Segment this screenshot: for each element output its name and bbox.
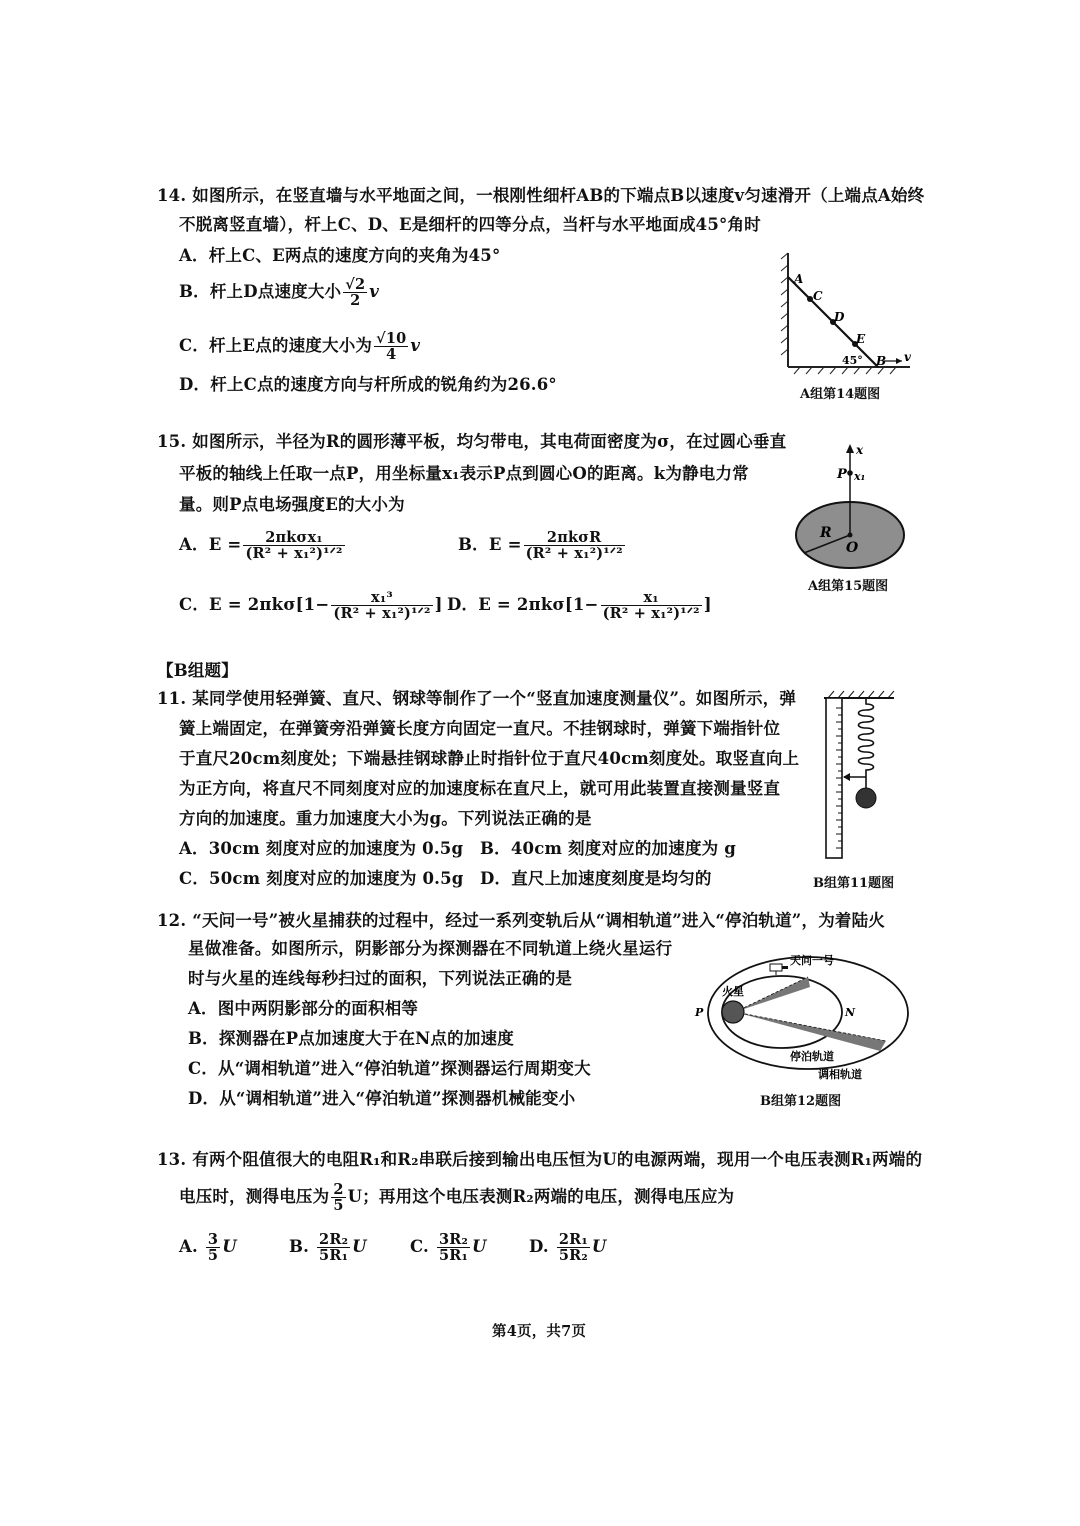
q15-option-c-den: (R² + x₁²)¹ᐟ² bbox=[333, 605, 431, 622]
label-c: C bbox=[813, 289, 823, 303]
label-mars: 火星 bbox=[722, 985, 744, 998]
q13-option-c-den: 5R₁ bbox=[438, 1247, 469, 1264]
q15-option-b bbox=[458, 530, 627, 561]
q14-option-b-fraction bbox=[343, 277, 367, 308]
label-n: N bbox=[845, 1006, 856, 1019]
q12-option-d: D．从“调相轨道”进入“停泊轨道”探测器机械能变小 bbox=[188, 1089, 576, 1108]
label-p: P bbox=[695, 1006, 704, 1019]
q12-stem-line1: 12. “天问一号”被火星捕获的过程中，经过一系列变轨后从“调相轨道”进入“停泊轨道”，为着陆火 bbox=[157, 911, 885, 930]
q13-option-a-den: 5 bbox=[207, 1247, 219, 1264]
q11-option-a: A．30cm 刻度对应的加速度为 0.5g bbox=[179, 839, 464, 858]
q13-option-a-label: A. bbox=[179, 1237, 198, 1256]
q11-option-d: D．直尺上加速度刻度是均匀的 bbox=[480, 869, 712, 888]
q15-option-d-fraction bbox=[601, 590, 702, 621]
q14-option-d: D．杆上C点的速度方向与杆所成的锐角约为26.6° bbox=[179, 375, 557, 394]
q13-stem-fraction bbox=[331, 1182, 345, 1213]
q13-option-c-label: C. bbox=[410, 1237, 429, 1256]
q14-option-c bbox=[179, 331, 420, 362]
q13-option-d-num: 2R₁ bbox=[558, 1231, 588, 1248]
section-b-heading: 【B组题】 bbox=[157, 661, 238, 680]
q14-figure-rod bbox=[770, 245, 930, 375]
q13-option-a-var: U bbox=[222, 1237, 237, 1256]
q14-option-b-num: √2 bbox=[345, 276, 366, 293]
q11-figure-accelerometer bbox=[820, 688, 900, 863]
label-o: O bbox=[846, 540, 859, 556]
q12-option-a: A．图中两阴影部分的面积相等 bbox=[188, 999, 419, 1018]
steel-ball bbox=[856, 788, 876, 808]
label-a: A bbox=[794, 272, 804, 286]
q13-option-c bbox=[410, 1232, 487, 1263]
q15-option-d-text: D．E = 2πkσ[1− bbox=[447, 595, 599, 614]
q14-figure-caption: A组第14题图 bbox=[800, 387, 881, 402]
q15-option-c-fraction bbox=[331, 590, 432, 621]
q15-option-a-fraction bbox=[243, 530, 344, 561]
q13-option-a bbox=[179, 1232, 237, 1263]
q13-option-a-num: 3 bbox=[207, 1231, 219, 1248]
q12-figure-orbits bbox=[690, 950, 915, 1085]
ceiling-hatch bbox=[824, 691, 894, 698]
q13-option-b-den: 5R₁ bbox=[319, 1247, 349, 1264]
page-footer: 第4页，共7页 bbox=[492, 1323, 587, 1340]
label-b: B bbox=[876, 354, 887, 368]
q14-option-b-var: v bbox=[369, 282, 380, 301]
q13-stem-line2 bbox=[179, 1182, 734, 1213]
q15-stem-line1: 15. 如图所示，半径为R的圆形薄平板，均匀带电，其电荷面密度为σ，在过圆心垂直 bbox=[157, 432, 787, 451]
q14-stem-line1: 14. 如图所示，在竖直墙与水平地面之间，一根刚性细杆AB的下端点B以速度v匀速滑开（上端点A始终 bbox=[157, 186, 925, 205]
q15-option-b-num: 2πkσR bbox=[524, 530, 625, 546]
q15-option-b-fraction bbox=[524, 530, 625, 561]
label-d: D bbox=[834, 310, 845, 324]
q13-stem-line1: 13. 有两个阻值很大的电阻R₁和R₂串联后接到输出电压恒为U的电源两端，现用一个电压表测R₁两端的 bbox=[157, 1150, 923, 1169]
q15-option-c-bracket: ] bbox=[434, 595, 443, 614]
q12-figure-caption: B组第12题图 bbox=[760, 1094, 842, 1109]
probe-icon bbox=[770, 964, 788, 975]
mars bbox=[722, 1001, 744, 1023]
velocity-arrowhead bbox=[896, 358, 902, 364]
q15-option-a bbox=[179, 530, 347, 561]
q14-option-b bbox=[179, 277, 379, 308]
q11-stem-line3: 于直尺20cm刻度处；下端悬挂钢球静止时指针位于直尺40cm刻度处。取竖直向上 bbox=[179, 749, 800, 768]
q15-option-b-den: (R² + x₁²)¹ᐟ² bbox=[525, 545, 623, 562]
q13-stem-num: 2 bbox=[333, 1181, 344, 1198]
label-e: E bbox=[856, 332, 866, 346]
axis-arrowhead bbox=[846, 444, 854, 453]
q13-stem-line2-text: 电压时，测得电压为 bbox=[179, 1187, 330, 1206]
q12-stem-line3: 时与火星的连线每秒扫过的面积，下列说法正确的是 bbox=[188, 969, 573, 988]
q11-option-b: B．40cm 刻度对应的加速度为 g bbox=[480, 839, 737, 858]
q11-option-c: C．50cm 刻度对应的加速度为 0.5g bbox=[179, 869, 464, 888]
q13-option-c-num: 3R₂ bbox=[438, 1231, 469, 1248]
q15-option-a-num: 2πkσx₁ bbox=[243, 530, 344, 546]
q14-stem-line2: 不脱离竖直墙），杆上C、D、E是细杆的四等分点，当杆与水平地面成45°角时 bbox=[179, 215, 761, 234]
label-v: v bbox=[904, 350, 911, 364]
q14-option-c-var: v bbox=[410, 336, 421, 355]
q13-option-b-var: U bbox=[352, 1237, 367, 1256]
q12-option-b: B．探测器在P点加速度大于在N点的加速度 bbox=[188, 1029, 514, 1048]
q12-option-c: C．从“调相轨道”进入“停泊轨道”探测器运行周期变大 bbox=[188, 1059, 591, 1078]
q14-option-c-text: C．杆上E点的速度大小为 bbox=[179, 336, 373, 355]
q15-option-c-num: x₁³ bbox=[331, 590, 432, 606]
q13-stem-line2-rest: U；再用这个电压表测R₂两端的电压，测得电压应为 bbox=[347, 1187, 735, 1206]
q13-option-a-fraction bbox=[206, 1232, 220, 1263]
q11-stem-line4: 为正方向，将直尺不同刻度对应的加速度标在直尺上，就可用此装置直接测量竖直 bbox=[179, 779, 781, 798]
q12-stem-line2: 星做准备。如图所示，阴影部分为探测器在不同轨道上绕火星运行 bbox=[188, 939, 673, 958]
point-p bbox=[847, 470, 853, 476]
label-phasing-orbit: 调相轨道 bbox=[818, 1068, 862, 1081]
q14-option-c-fraction bbox=[374, 331, 408, 362]
label-parking-orbit: 停泊轨道 bbox=[790, 1050, 834, 1063]
q11-stem-line5: 方向的加速度。重力加速度大小为g。下列说法正确的是 bbox=[179, 809, 592, 828]
label-x: x bbox=[856, 443, 864, 457]
q13-option-c-fraction bbox=[437, 1232, 470, 1263]
q15-option-d-num: x₁ bbox=[601, 590, 702, 606]
q14-option-c-num: √10 bbox=[376, 330, 407, 347]
q15-figure-caption: A组第15题图 bbox=[808, 579, 889, 594]
q15-option-d-bracket: ] bbox=[703, 595, 712, 614]
q13-option-d bbox=[529, 1232, 607, 1263]
q15-option-b-text: B．E = bbox=[458, 535, 522, 554]
q13-option-b-fraction bbox=[317, 1232, 350, 1263]
q14-option-b-text: B．杆上D点速度大小 bbox=[179, 282, 342, 301]
spring bbox=[859, 698, 874, 788]
label-r: R bbox=[820, 525, 832, 541]
label-angle: 45° bbox=[842, 354, 863, 367]
q15-stem-line2: 平板的轴线上任取一点P，用坐标量x₁表示P点到圆心O的距离。k为静电力常 bbox=[179, 464, 749, 483]
q15-option-d bbox=[447, 590, 712, 621]
label-p: P bbox=[837, 467, 847, 482]
center-o bbox=[848, 533, 853, 538]
q15-option-c bbox=[179, 590, 443, 621]
q15-stem-line3: 量。则P点电场强度E的大小为 bbox=[179, 495, 405, 514]
q13-option-d-var: U bbox=[591, 1237, 607, 1256]
q13-option-c-var: U bbox=[472, 1237, 487, 1256]
q14-option-b-den: 2 bbox=[350, 292, 361, 309]
q15-option-a-den: (R² + x₁²)¹ᐟ² bbox=[245, 545, 343, 562]
q15-option-c-text: C．E = 2πkσ[1− bbox=[179, 595, 330, 614]
q13-option-d-fraction bbox=[557, 1232, 590, 1263]
q11-stem-line1: 11. 某同学使用轻弹簧、直尺、钢球等制作了一个“竖直加速度测量仪”。如图所示，弹 bbox=[157, 689, 797, 708]
label-probe: 天问一号 bbox=[790, 954, 834, 967]
q15-option-d-den: (R² + x₁²)¹ᐟ² bbox=[602, 605, 700, 622]
q13-option-d-label: D. bbox=[529, 1237, 549, 1256]
q11-figure-caption: B组第11题图 bbox=[813, 876, 895, 891]
q15-option-a-text: A．E = bbox=[179, 535, 242, 554]
q14-option-a: A．杆上C、E两点的速度方向的夹角为45° bbox=[179, 246, 501, 265]
q13-option-b-num: 2R₂ bbox=[319, 1231, 349, 1248]
q14-option-c-den: 4 bbox=[386, 346, 397, 363]
label-x1: x₁ bbox=[854, 470, 866, 483]
pointer-arrowhead bbox=[843, 773, 850, 781]
q15-figure-disc bbox=[790, 440, 920, 572]
q11-stem-line2: 簧上端固定，在弹簧旁沿弹簧长度方向固定一直尺。不挂钢球时，弹簧下端指针位 bbox=[179, 719, 781, 738]
q13-option-b bbox=[289, 1232, 367, 1263]
q13-stem-den: 5 bbox=[333, 1197, 344, 1214]
q13-option-d-den: 5R₂ bbox=[558, 1247, 588, 1264]
q13-option-b-label: B. bbox=[289, 1237, 310, 1256]
